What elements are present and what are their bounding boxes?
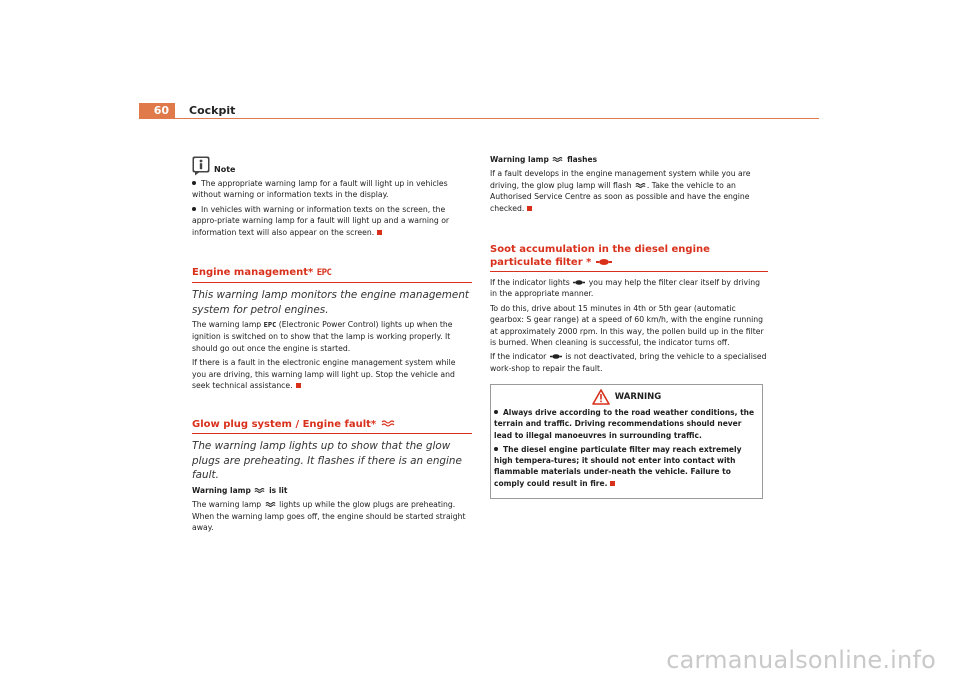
soot-section-title: Soot accumulation in the diesel engine particulate filter * — [490, 244, 710, 269]
warning-triangle-icon — [592, 389, 610, 405]
left-column — [192, 154, 472, 537]
soot-section-rule — [490, 271, 768, 272]
bullet-icon — [192, 207, 196, 211]
epc-section-rule — [192, 282, 472, 283]
header-divider — [139, 118, 819, 119]
right-column — [490, 154, 768, 499]
note-bullet-2: In vehicles with warning or information texts on the screen, the appro-priate warning lamp for a fault will light up and a warning or information text will also appear on the screen. — [192, 204, 450, 237]
particulate-filter-icon — [573, 279, 585, 286]
end-marker-icon — [527, 206, 532, 211]
particulate-filter-icon — [596, 258, 612, 266]
glow-section-rule — [192, 433, 472, 434]
glow-flash-paragraph: If a fault develops in the engine management system while you are driving, the glow plug lamp will flash . Take the vehicle to an Authorised Service Centre as soon as possible and have the engine checked. — [490, 169, 751, 213]
page-number: 60 — [139, 103, 175, 118]
end-marker-icon — [377, 230, 382, 235]
warning-label: WARNING — [614, 391, 662, 402]
warning-heading — [494, 389, 759, 405]
watermark: carmanualsonline.info — [666, 646, 936, 674]
note-info-icon — [192, 156, 210, 176]
end-marker-icon — [610, 481, 615, 486]
soot-paragraph-1: If the indicator lights you may help the filter clear itself by driving in the appropriate manner. — [490, 278, 760, 299]
page-title: Cockpit — [189, 104, 236, 117]
epc-paragraph-1: The warning lamp EPC (Electronic Power Control) lights up when the ignition is switched on to show that the lamp is working properly. It should go out once the engine is started. — [192, 320, 453, 353]
glow-plug-icon — [552, 156, 563, 163]
epc-symbol-inline: EPC — [263, 321, 277, 330]
particulate-filter-icon — [550, 353, 562, 360]
glow-plug-icon — [265, 501, 276, 508]
glow-plug-icon — [635, 182, 646, 189]
glow-lit-subheading: Warning lamp is lit — [192, 485, 288, 495]
note-bullet-1: The appropriate warning lamp for a fault will light up in vehicles without warning or information texts in the display. — [192, 179, 448, 200]
epc-section-title: Engine management* EPC — [192, 267, 332, 279]
soot-paragraph-3: If the indicator is not deactivated, bring the vehicle to a specialised work-shop to repair the fault. — [490, 352, 767, 373]
glow-section-title: Glow plug system / Engine fault* — [192, 418, 472, 431]
bullet-icon — [192, 181, 196, 185]
glow-plug-icon — [381, 419, 395, 428]
glow-paragraph-1: The warning lamp lights up while the glow plugs are preheating. When the warning lamp goes off, the engine should be started straight away. — [192, 500, 466, 533]
warning-bullet-2: The diesel engine particulate filter may reach extremely high tempera-tures; it should not enter into contact with flammable materials under-neath the vehicle. Failure to comply could result in fire. — [494, 444, 742, 488]
epc-section-subtitle: This warning lamp monitors the engine management system for petrol engines. — [192, 289, 469, 316]
note-label: Note — [214, 165, 236, 174]
end-marker-icon — [296, 383, 301, 388]
note-heading — [192, 154, 472, 176]
warning-box — [490, 384, 763, 498]
glow-section-subtitle: The warning lamp lights up to show that the glow plugs are preheating. It flashes if there is an engine fault. — [192, 440, 462, 482]
warning-bullet-1: Always drive according to the road weather conditions, the terrain and traffic. Driving recommendations should never lead to illegal manoeuvres in surrounding traffic. — [494, 408, 755, 440]
bullet-icon — [494, 447, 498, 451]
epc-symbol: EPC — [316, 268, 332, 279]
epc-paragraph-2: If there is a fault in the electronic engine management system while you are driving, this warning lamp will light up. Stop the vehicle and seek technical assistance. — [192, 358, 456, 391]
glow-flash-subheading: Warning lamp flashes — [490, 155, 598, 164]
glow-plug-icon — [254, 487, 265, 494]
bullet-icon — [494, 410, 498, 414]
soot-paragraph-2: To do this, drive about 15 minutes in 4th or 5th gear (automatic gearbox: S gear range) at a speed of 60 km/h, with the engine running at approximately 2000 rpm. In this way, the pollen build up in the filter is burned. When cleaning is successful, the indicator turns off. — [490, 303, 764, 348]
